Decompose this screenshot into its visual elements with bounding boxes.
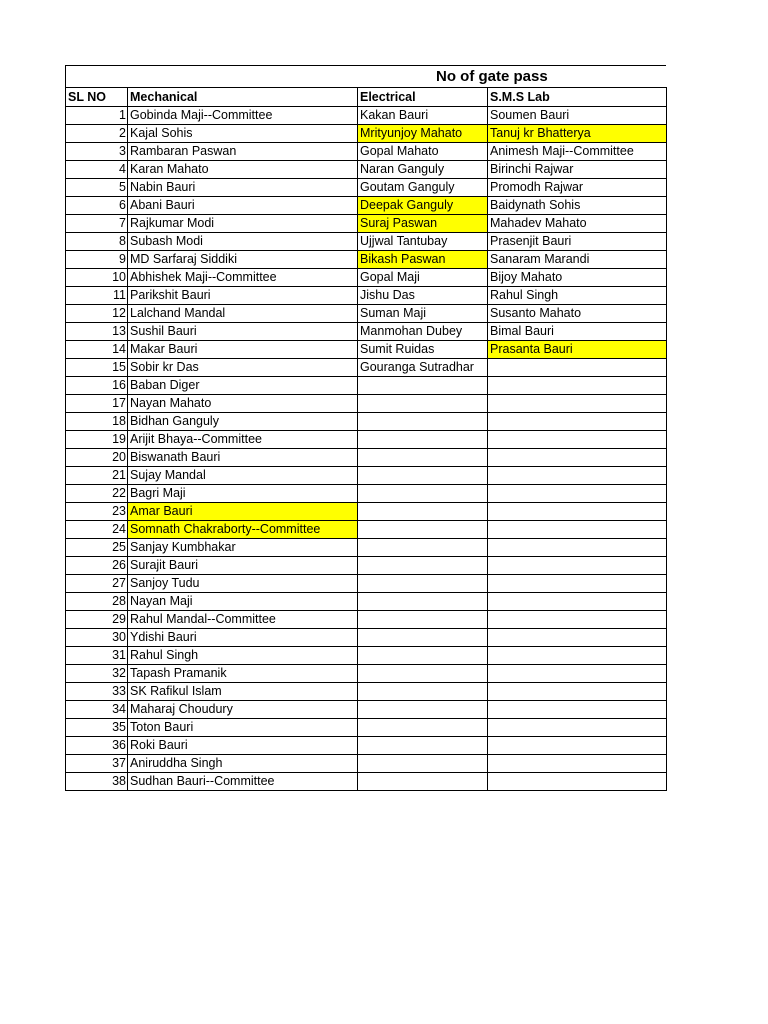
table-row [66,665,667,683]
sl-no-cell: 20 [66,449,128,467]
table-row [66,611,667,629]
electrical-cell: Jishu Das [358,287,488,305]
electrical-cell: Bikash Paswan [358,251,488,269]
mechanical-cell: Lalchand Mandal [128,305,358,323]
sms-lab-cell: Bijoy Mahato [488,269,667,287]
table-row [66,575,667,593]
sms-lab-cell: Baidynath Sohis [488,197,667,215]
mechanical-cell: Aniruddha Singh [128,755,358,773]
table-row [66,305,667,323]
sms-lab-cell [488,773,667,791]
table-row [66,251,667,269]
sms-lab-cell [488,503,667,521]
sl-no-cell: 26 [66,557,128,575]
sms-lab-cell [488,593,667,611]
mechanical-cell: Surajit Bauri [128,557,358,575]
electrical-cell [358,431,488,449]
table-row [66,233,667,251]
electrical-cell: Sumit Ruidas [358,341,488,359]
sms-lab-cell: Prasanta Bauri [488,341,667,359]
mechanical-cell: SK Rafikul Islam [128,683,358,701]
sms-lab-cell: Susanto Mahato [488,305,667,323]
sms-lab-cell [488,359,667,377]
table-row [66,179,667,197]
mechanical-cell: MD Sarfaraj Siddiki [128,251,358,269]
sl-no-cell: 3 [66,143,128,161]
title-row [65,65,666,87]
mechanical-cell: Ydishi Bauri [128,629,358,647]
mechanical-cell: Maharaj Choudury [128,701,358,719]
sl-no-cell: 15 [66,359,128,377]
electrical-cell: Kakan Bauri [358,107,488,125]
sl-no-cell: 32 [66,665,128,683]
electrical-cell: Suraj Paswan [358,215,488,233]
mechanical-cell: Gobinda Maji--Committee [128,107,358,125]
mechanical-cell: Arijit Bhaya--Committee [128,431,358,449]
sms-lab-cell [488,395,667,413]
electrical-cell [358,503,488,521]
electrical-cell [358,773,488,791]
table-row [66,359,667,377]
mechanical-cell: Rahul Mandal--Committee [128,611,358,629]
electrical-cell [358,557,488,575]
sl-no-cell: 36 [66,737,128,755]
table-row [66,701,667,719]
sl-no-cell: 23 [66,503,128,521]
sl-no-cell: 14 [66,341,128,359]
electrical-cell [358,719,488,737]
sl-no-cell: 6 [66,197,128,215]
sms-lab-cell [488,647,667,665]
sms-lab-cell [488,665,667,683]
table-row [66,125,667,143]
electrical-cell: Gouranga Sutradhar [358,359,488,377]
sl-no-cell: 16 [66,377,128,395]
mechanical-cell: Amar Bauri [128,503,358,521]
sms-lab-cell [488,737,667,755]
table-row [66,449,667,467]
table-row [66,161,667,179]
sms-lab-cell [488,521,667,539]
table-row [66,755,667,773]
table-row [66,503,667,521]
mechanical-cell: Sobir kr Das [128,359,358,377]
sms-lab-cell: Tanuj kr Bhatterya [488,125,667,143]
gate-pass-sheet [65,65,666,791]
sms-lab-cell: Promodh Rajwar [488,179,667,197]
sl-no-cell: 8 [66,233,128,251]
mechanical-cell: Nayan Mahato [128,395,358,413]
electrical-cell [358,449,488,467]
table-row [66,647,667,665]
sl-no-cell: 13 [66,323,128,341]
table-row [66,539,667,557]
table-row [66,341,667,359]
table-row [66,413,667,431]
electrical-cell [358,701,488,719]
sms-lab-cell [488,449,667,467]
sl-no-cell: 33 [66,683,128,701]
sms-lab-cell: Animesh Maji--Committee [488,143,667,161]
sms-lab-cell [488,377,667,395]
mechanical-cell: Abhishek Maji--Committee [128,269,358,287]
mechanical-cell: Roki Bauri [128,737,358,755]
mechanical-cell: Sujay Mandal [128,467,358,485]
electrical-cell: Naran Ganguly [358,161,488,179]
header-sms-lab: S.M.S Lab [488,88,667,107]
sl-no-cell: 1 [66,107,128,125]
mechanical-cell: Sushil Bauri [128,323,358,341]
table-row [66,485,667,503]
sl-no-cell: 38 [66,773,128,791]
sms-lab-cell: Bimal Bauri [488,323,667,341]
mechanical-cell: Abani Bauri [128,197,358,215]
header-electrical: Electrical [358,88,488,107]
sl-no-cell: 28 [66,593,128,611]
sl-no-cell: 34 [66,701,128,719]
mechanical-cell: Sudhan Bauri--Committee [128,773,358,791]
sl-no-cell: 18 [66,413,128,431]
table-row [66,593,667,611]
mechanical-cell: Nayan Maji [128,593,358,611]
table-row [66,557,667,575]
sms-lab-cell [488,611,667,629]
electrical-cell [358,755,488,773]
sms-lab-cell [488,557,667,575]
sms-lab-cell [488,701,667,719]
electrical-cell: Mrityunjoy Mahato [358,125,488,143]
mechanical-cell: Bidhan Ganguly [128,413,358,431]
sl-no-cell: 10 [66,269,128,287]
table-row [66,107,667,125]
electrical-cell [358,575,488,593]
sms-lab-cell [488,629,667,647]
header-sl-no: SL NO [66,88,128,107]
electrical-cell: Goutam Ganguly [358,179,488,197]
sl-no-cell: 21 [66,467,128,485]
mechanical-cell: Bagri Maji [128,485,358,503]
electrical-cell [358,539,488,557]
table-row [66,395,667,413]
table-row [66,269,667,287]
sms-lab-cell: Rahul Singh [488,287,667,305]
table-row [66,773,667,791]
sl-no-cell: 22 [66,485,128,503]
sl-no-cell: 31 [66,647,128,665]
sms-lab-cell: Mahadev Mahato [488,215,667,233]
sl-no-cell: 30 [66,629,128,647]
sl-no-cell: 35 [66,719,128,737]
electrical-cell [358,647,488,665]
sms-lab-cell [488,719,667,737]
sl-no-cell: 37 [66,755,128,773]
electrical-cell [358,413,488,431]
table-row [66,629,667,647]
mechanical-cell: Makar Bauri [128,341,358,359]
table-row [66,719,667,737]
mechanical-cell: Subash Modi [128,233,358,251]
table-row [66,143,667,161]
electrical-cell: Gopal Maji [358,269,488,287]
electrical-cell [358,395,488,413]
sl-no-cell: 25 [66,539,128,557]
sms-lab-cell: Birinchi Rajwar [488,161,667,179]
sms-lab-cell [488,431,667,449]
electrical-cell: Ujjwal Tantubay [358,233,488,251]
sl-no-cell: 29 [66,611,128,629]
sms-lab-cell [488,575,667,593]
electrical-cell [358,683,488,701]
sl-no-cell: 2 [66,125,128,143]
sl-no-cell: 19 [66,431,128,449]
sl-no-cell: 17 [66,395,128,413]
electrical-cell [358,593,488,611]
sl-no-cell: 27 [66,575,128,593]
electrical-cell [358,467,488,485]
sl-no-cell: 9 [66,251,128,269]
gate-pass-table [65,87,667,791]
mechanical-cell: Biswanath Bauri [128,449,358,467]
mechanical-cell: Parikshit Bauri [128,287,358,305]
mechanical-cell: Rambaran Paswan [128,143,358,161]
mechanical-cell: Somnath Chakraborty--Committee [128,521,358,539]
electrical-cell [358,521,488,539]
mechanical-cell: Karan Mahato [128,161,358,179]
sheet-title: No of gate pass [436,68,548,85]
sl-no-cell: 12 [66,305,128,323]
electrical-cell: Suman Maji [358,305,488,323]
table-body [66,107,667,791]
table-row [66,683,667,701]
sms-lab-cell: Prasenjit Bauri [488,233,667,251]
table-row [66,377,667,395]
sms-lab-cell [488,755,667,773]
header-mechanical: Mechanical [128,88,358,107]
sl-no-cell: 5 [66,179,128,197]
electrical-cell [358,485,488,503]
mechanical-cell: Tapash Pramanik [128,665,358,683]
header-row [66,88,667,107]
electrical-cell: Deepak Ganguly [358,197,488,215]
electrical-cell: Manmohan Dubey [358,323,488,341]
sl-no-cell: 7 [66,215,128,233]
mechanical-cell: Rajkumar Modi [128,215,358,233]
sms-lab-cell [488,413,667,431]
mechanical-cell: Kajal Sohis [128,125,358,143]
electrical-cell [358,665,488,683]
electrical-cell [358,377,488,395]
electrical-cell: Gopal Mahato [358,143,488,161]
table-row [66,287,667,305]
table-row [66,323,667,341]
mechanical-cell: Toton Bauri [128,719,358,737]
mechanical-cell: Rahul Singh [128,647,358,665]
electrical-cell [358,737,488,755]
sms-lab-cell [488,485,667,503]
sms-lab-cell: Sanaram Marandi [488,251,667,269]
table-row [66,521,667,539]
sms-lab-cell [488,539,667,557]
table-row [66,467,667,485]
table-row [66,431,667,449]
sl-no-cell: 4 [66,161,128,179]
electrical-cell [358,629,488,647]
sl-no-cell: 11 [66,287,128,305]
sms-lab-cell [488,467,667,485]
mechanical-cell: Sanjoy Tudu [128,575,358,593]
sms-lab-cell [488,683,667,701]
sl-no-cell: 24 [66,521,128,539]
table-row [66,215,667,233]
table-row [66,737,667,755]
mechanical-cell: Sanjay Kumbhakar [128,539,358,557]
mechanical-cell: Baban Diger [128,377,358,395]
sms-lab-cell: Soumen Bauri [488,107,667,125]
electrical-cell [358,611,488,629]
mechanical-cell: Nabin Bauri [128,179,358,197]
table-row [66,197,667,215]
